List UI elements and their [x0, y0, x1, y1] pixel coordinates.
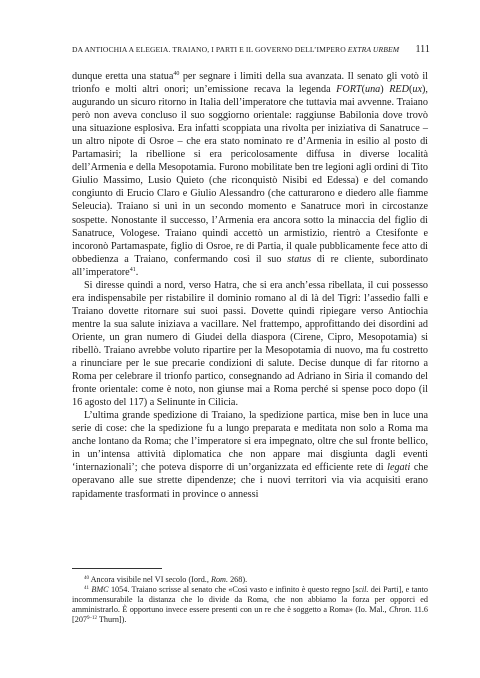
legend-italic: FORT: [336, 84, 362, 96]
text-run: dei Parti], e tanto incommensurabile la distanza che lo divide da Roma, che non abbiamo la forza per opporci ed amministrarlo. È opportuno invece essere presenti con un re che è soggetto a Roma» (Io. Mal.,: [72, 585, 429, 615]
citation-italic: BMC: [91, 585, 109, 595]
footnote-41: [72, 585, 428, 625]
footnotes: [72, 575, 428, 625]
line-superscript: 9–12: [87, 616, 98, 622]
citation-italic: Rom.: [210, 575, 229, 584]
text-run: 1054. Traiano scrisse al senato che «Così vasto e infinito è questo regno [: [108, 585, 356, 595]
legati-italic: legati: [387, 462, 411, 474]
text-run: dunque eretta una statua: [72, 71, 174, 82]
legend-italic: RED: [389, 84, 409, 96]
text-run: L’ultima grande spedizione di Traiano, la spedizione partica, mise ben in luce una serie di cose: che la spedizione fu a lungo preparata e meditata non solo a Roma ma anche lontano da Roma; che l’imperatore si era impegnato, oltre che sul fronte bellico, in un’intensa attività diplomatica che non appare mai disgiunta dagli eventi ‘internazionali’; che poteva disporre di un’organizzata ed efficiente rete di: [72, 410, 428, 474]
paragraph-2: Si diresse quindi a nord, verso Hatra, che si era anch’essa ribellata, il cui possesso era indispensabile per ristabilire il dominio romano al di là del Tigri: l’assedio fallì e Traiano dovette ritornare sui suoi passi. Dovette quindi ripiegare verso Antiochia mentre la sua salute iniziava a vacillare. Nel frattempo, approfittando dei disordini ad Oriente, un gran numero di Giudei della diaspora (Cirene, Cipro, Mesopotamia) si ribellò. Traiano avrebbe voluto ripartire per la Mesopotamia di nuovo, ma fu costretto a rinunciare per le sue precarie condizioni di salute. Decise dunque di far ritorno a Roma per celebrare il trionfo partico, consegnando ad Adriano in Siria il comando del fronte orientale: come è noto, non giunse mai a Roma perché si spense poco dopo (il 16 agosto del 117) a Selinunte in Cilicia.: [72, 279, 428, 409]
citation-italic: scil.: [355, 585, 369, 595]
legend-italic: una: [364, 84, 381, 96]
text-run: (: [409, 84, 413, 96]
footnote-ref-41: 41: [129, 266, 136, 273]
footnote-divider: [72, 568, 162, 569]
text-run: Thurn]).: [97, 615, 127, 625]
status-italic: status: [287, 253, 312, 265]
main-text: [72, 70, 428, 501]
text-run: (: [361, 84, 365, 96]
paragraph-1: [72, 70, 428, 279]
text-run: per segnare i limiti della sua avanzata. Il senato gli votò il trionfo e molti altri onori; un’emissione recava la legenda: [72, 71, 428, 96]
footnote-40: [72, 575, 428, 585]
text-run: Ancora visibile nel VI secolo (Iord.,: [89, 575, 211, 584]
paragraph-3: [72, 409, 428, 500]
running-title: DA ANTIOCHIA A ELEGEIA. TRAIANO, I PARTI E IL GOVERNO DELL’IMPERO: [72, 45, 348, 54]
footnote-number: 40: [84, 576, 89, 581]
running-header: [72, 45, 430, 54]
page-number: 111: [415, 44, 430, 55]
text-run: 268).: [228, 575, 248, 584]
footnote-number: 41: [84, 586, 89, 592]
text-run: di re cliente, subordinato all’imperatore: [72, 253, 428, 278]
text-run: ), augurando un sicuro ritorno in Italia dell’imperatore che tuttavia mai avvenne. Traiano però non aveva concluso il suo soggiorno orientale: raggiunse Babilonia dove trovò una situazione esplosiva. Era infatti scoppiata una rivolta per iniziativa di Sanatruce – un altro nipote di Osroe – che era stato nominato re d’Armenia in esilio al posto di Partamasiri; la ribellione si era pericolosamente diffusa in diverse località dell’Armenia e della Mesopotamia. Furono mobilitate ben tre legioni agli ordini di Tito Giulio Massimo, Lusio Quieto (che riconquistò Nisibi ed Edessa) e del comando congiunto di Erucio Claro e Giulio Alessandro (che catturarono e diedero alle fiamme Seleucia). Traiano si unì in un secondo momento e Sanatruce morì in circostanze sospette. Nonostante il successo, l’Armenia era ancora sotto la minaccia del figlio di Sanatruce, Vologese. Traiano quindi accettò un armistizio, rientrò a Ctesifonte e incoronò Partamaspate, figlio di Osroe, re di Partia, il quale pubblicamente fece atto di obbedienza a Traiano, confermando così il suo: [72, 84, 428, 265]
text-run: 11.6 [207: [72, 605, 428, 625]
text-run: che operavano alle sue strette dipendenze; che i nuovi territori via via acquisiti erano rapidamente trasformati in province o annessi: [72, 462, 428, 500]
footnote-ref-40: 40: [173, 71, 180, 77]
text-run: ): [380, 84, 390, 96]
citation-italic: Chron.: [388, 605, 412, 615]
legend-italic: ux: [412, 84, 423, 96]
running-title-italic: EXTRA URBEM: [347, 45, 400, 54]
text-run: .: [135, 266, 139, 278]
